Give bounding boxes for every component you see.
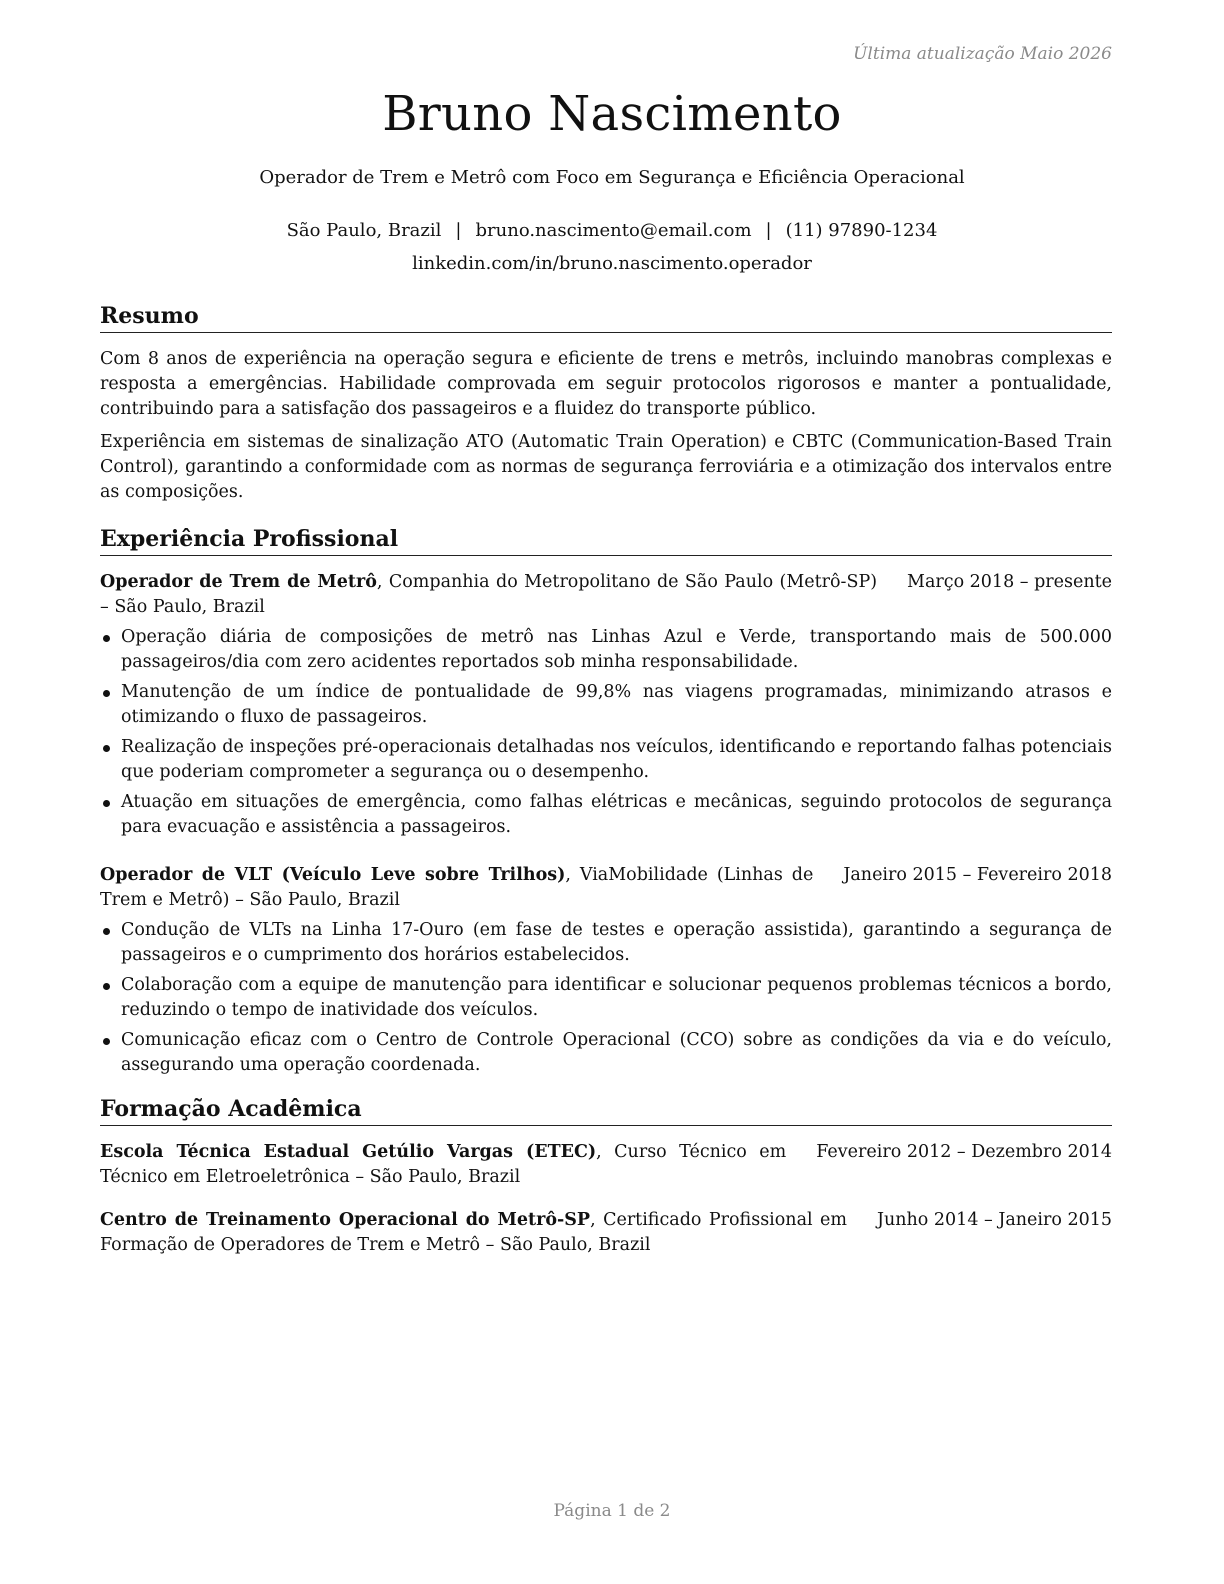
list-item: [100, 625, 1112, 675]
contact-location: São Paulo, Brazil: [286, 220, 442, 241]
education-course: , Curso Técnico em Técnico em Eletroeletrônica – São Paulo, Brazil: [100, 1142, 787, 1187]
contact-phone[interactable]: (11) 97890-1234: [785, 220, 938, 241]
education-institution: Centro de Treinamento Operacional do Metrô-SP: [100, 1210, 591, 1230]
education-dates: Fevereiro 2012 – Dezembro 2014: [816, 1142, 1112, 1162]
bullet-icon: [103, 928, 110, 935]
bullet-text: Comunicação eficaz com o Centro de Controle Operacional (CCO) sobre as condições da via e do veículo, assegurando uma operação coordenada.: [121, 1030, 1112, 1075]
job-bullets: [100, 918, 1112, 1078]
job-header: [100, 863, 1112, 913]
job-company: , Companhia do Metropolitano de São Paulo (Metrô-SP) – São Paulo, Brazil: [100, 572, 878, 617]
bullet-text: Condução de VLTs na Linha 17-Ouro (em fase de testes e operação assistida), garantindo a segurança de passageiros e o cumprimento dos horários estabelecidos.: [121, 920, 1112, 965]
job-header: [100, 570, 1112, 620]
bullet-icon: [103, 1038, 110, 1045]
bullet-text: Manutenção de um índice de pontualidade de 99,8% nas viagens programadas, minimizando atrasos e otimizando o fluxo de passageiros.: [121, 682, 1112, 727]
job-entry: [100, 570, 1112, 840]
education-entry: [100, 1140, 1112, 1190]
bullet-icon: [103, 800, 110, 807]
list-item: [100, 735, 1112, 785]
contact-linkedin[interactable]: linkedin.com/in/bruno.nascimento.operador: [412, 253, 812, 274]
education-header: [100, 1208, 1112, 1258]
list-item: [100, 918, 1112, 968]
section-title-summary: Resumo: [100, 302, 1112, 333]
bullet-icon: [103, 745, 110, 752]
headline: Operador de Trem e Metrô com Foco em Segurança e Eficiência Operacional: [259, 167, 965, 188]
job-dates: Março 2018 – presente: [907, 572, 1112, 592]
last-updated: Última atualização Maio 2026: [853, 44, 1112, 64]
section-title-education: Formação Acadêmica: [100, 1095, 1112, 1126]
contact-separator: |: [765, 220, 772, 241]
section-title-experience: Experiência Profissional: [100, 525, 1112, 556]
education-course: , Certificado Profissional em Formação de Operadores de Trem e Metrô – São Paulo, Brazil: [100, 1210, 847, 1255]
page-number: Página 1 de 2: [553, 1501, 671, 1521]
bullet-icon: [103, 635, 110, 642]
job-role: Operador de VLT (Veículo Leve sobre Trilhos): [100, 865, 566, 885]
education-dates: Junho 2014 – Janeiro 2015: [876, 1210, 1112, 1230]
summary-paragraph: Com 8 anos de experiência na operação segura e eficiente de trens e metrôs, incluindo manobras complexas e resposta a emergências. Habilidade comprovada em seguir protocolos rigorosos e manter a pontualidade, contribuindo para a satisfação dos passageiros e a fluidez do transporte público.: [100, 349, 1112, 419]
job-role: Operador de Trem de Metrô: [100, 572, 377, 592]
job-entry: [100, 863, 1112, 1078]
job-company: , ViaMobilidade (Linhas de Trem e Metrô) – São Paulo, Brazil: [100, 865, 814, 910]
contact-separator: |: [455, 220, 462, 241]
education-header: [100, 1140, 1112, 1190]
summary-paragraph: Experiência em sistemas de sinalização ATO (Automatic Train Operation) e CBTC (Communication-Based Train Control), garantindo a conformidade com as normas de segurança ferroviária e a otimização dos intervalos entre as composições.: [100, 432, 1112, 502]
list-item: [100, 680, 1112, 730]
bullet-text: Colaboração com a equipe de manutenção para identificar e solucionar pequenos problemas técnicos a bordo, reduzindo o tempo de inatividade dos veículos.: [121, 975, 1112, 1020]
list-item: [100, 1028, 1112, 1078]
candidate-name: Bruno Nascimento: [382, 86, 842, 142]
bullet-text: Realização de inspeções pré-operacionais detalhadas nos veículos, identificando e reportando falhas potenciais que poderiam comprometer a segurança ou o desempenho.: [121, 737, 1112, 782]
bullet-text: Operação diária de composições de metrô nas Linhas Azul e Verde, transportando mais de 500.000 passageiros/dia com zero acidentes reportados sob minha responsabilidade.: [121, 627, 1112, 672]
contact-email[interactable]: bruno.nascimento@email.com: [475, 220, 752, 241]
job-bullets: [100, 625, 1112, 840]
bullet-icon: [103, 690, 110, 697]
contact-line: [0, 220, 1224, 241]
education-institution: Escola Técnica Estadual Getúlio Vargas (ETEC): [100, 1142, 597, 1162]
list-item: [100, 973, 1112, 1023]
job-dates: Janeiro 2015 – Fevereiro 2018: [843, 865, 1112, 885]
resume-body: [100, 302, 1112, 1258]
list-item: [100, 790, 1112, 840]
bullet-text: Atuação em situações de emergência, como falhas elétricas e mecânicas, seguindo protocolos de segurança para evacuação e assistência a passageiros.: [121, 792, 1112, 837]
education-entry: [100, 1208, 1112, 1258]
bullet-icon: [103, 983, 110, 990]
